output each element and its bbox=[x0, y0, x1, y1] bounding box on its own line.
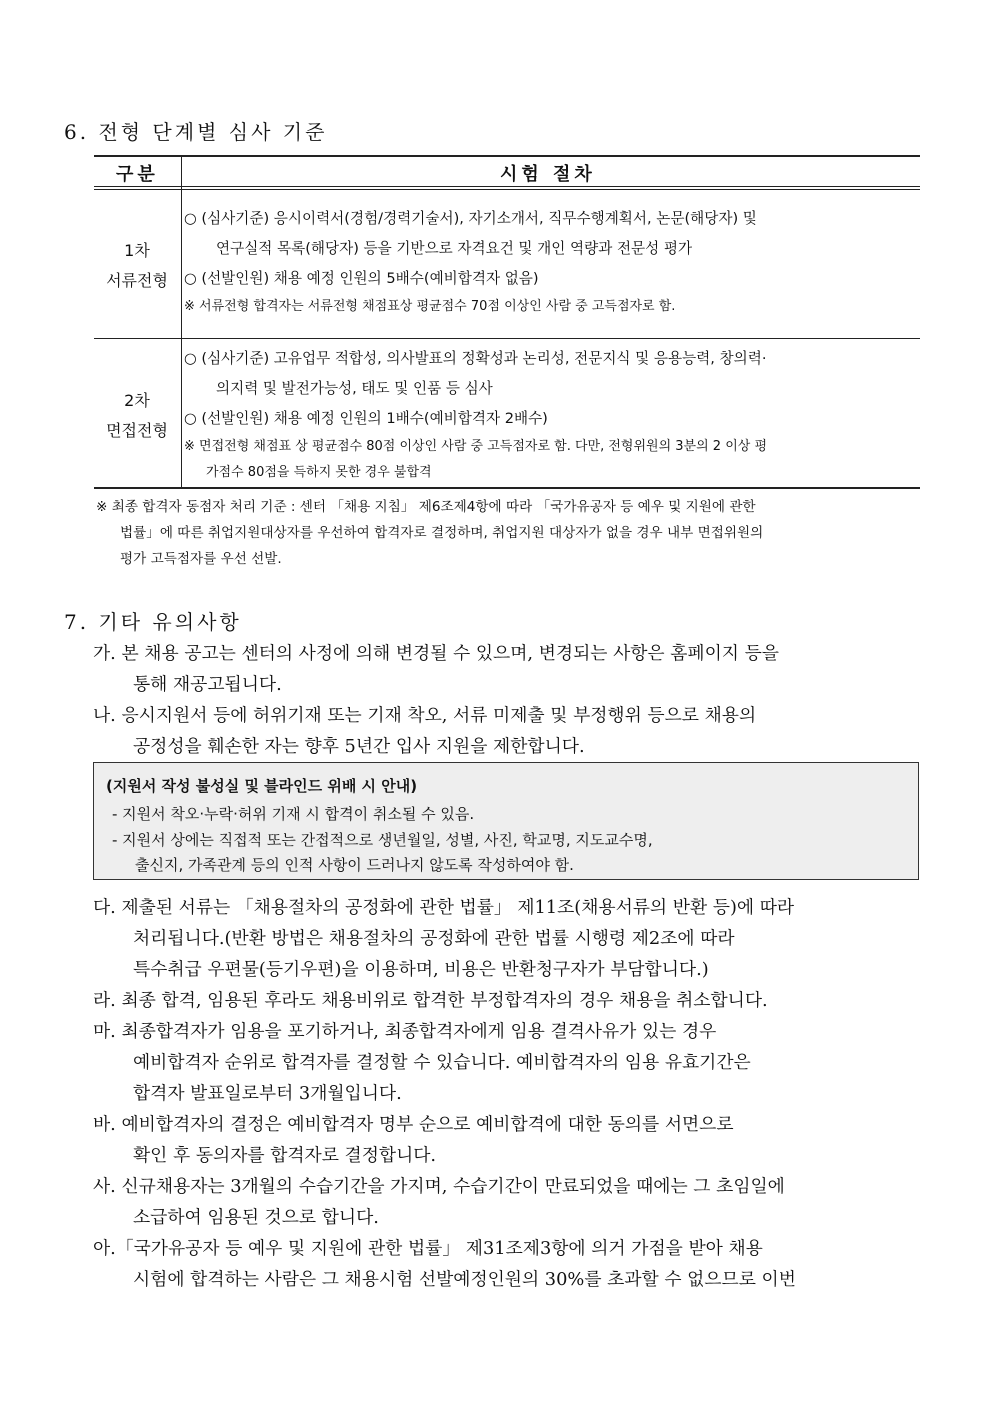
list-item: 나. 응시지원서 등에 허위기재 또는 기재 착오, 서류 미제출 및 부정행위 등으로 채용의 bbox=[93, 705, 757, 726]
table-header-procedure: 시험 절차 bbox=[500, 164, 596, 185]
notice-box-line: 출신지, 가족관계 등의 인적 사항이 드러나지 않도록 작성하여야 함. bbox=[135, 856, 574, 874]
table-line: ○ (심사기준) 고유업무 적합성, 의사발표의 정확성과 논리성, 전문지식 및 응용능력, 창의력· bbox=[184, 350, 767, 367]
table-note: 가점수 80점을 득하지 못한 경우 불합격 bbox=[206, 465, 432, 480]
list-item: 다. 제출된 서류는 「채용절차의 공정화에 관한 법률」 제11조(채용서류의 반환 등)에 따라 bbox=[93, 897, 795, 918]
notice-items-a: 가. 본 채용 공고는 센터의 사정에 의해 변경될 수 있으며, 변경되는 사항은 홈페이지 등을 통해 재공고됩니다. 나. 응시지원서 등에 허위기재 또는 기재 착오, 서류 미제출 및 부정행위 등으로 채용의 공정성을 훼손한 자는 향후 5년간 입사 지원을 제한합니다. bbox=[93, 638, 923, 762]
notice-box-line: - 지원서 착오·누락·허위 기재 시 합격이 취소될 수 있음. bbox=[112, 805, 475, 823]
list-item: 아.「국가유공자 등 예우 및 지원에 관한 법률」 제31조제3항에 의거 가점을 받아 채용 bbox=[93, 1238, 763, 1259]
list-item: 마. 최종합격자가 임용을 포기하거나, 최종합격자에게 임용 결격사유가 있는 경우 bbox=[93, 1021, 717, 1042]
table-line: ○ (선발인원) 채용 예정 인원의 1배수(예비합격자 2배수) bbox=[184, 410, 548, 427]
list-item: 가. 본 채용 공고는 센터의 사정에 의해 변경될 수 있으며, 변경되는 사항은 홈페이지 등을 bbox=[93, 643, 779, 664]
notice-items-b: 다. 제출된 서류는 「채용절차의 공정화에 관한 법률」 제11조(채용서류의 반환 등)에 따라 처리됩니다.(반환 방법은 채용절차의 공정화에 관한 법률 시행령 제2조에 따라 특수취급 우편물(등기우편)을 이용하며, 비용은 반환청구자가 부담합니다.) 라. 최종 합격, 임용된 후라도 채용비위로 합격한 부정합격자의 경우 채용을 취소합니다. 마. 최종합격자가 임용을 포기하거나, 최종합격자에게 임용 결격사유가 있는 경우 예비합격자 순위로 합격자를 결정할 수 있습니다. 예비합격자의 임용 유효기간은 합격자 발표일로부터 3개월입니다. 바. 예비합격자의 결정은 예비합격자 명부 순으로 예비합격에 대한 동의를 서면으로 확인 후 동의자를 합격자로 결정합니다. 사. 신규채용자는 3개월의 수습기간을 가지며, 수습기간이 만료되었을 때에는 그 초임일에 소급하여 임용된 것으로 합니다. 아.「국가유공자 등 예우 및 지원에 관한 법률」 제31조제3항에 의거 가점을 받아 채용 시험에 합격하는 사람은 그 채용시험 선발예정인원의 30%를 초과할 수 없으므로 이번 bbox=[93, 892, 923, 1295]
section-7-heading: 7. 기타 유의사항 bbox=[64, 610, 242, 634]
row-content-interview bbox=[184, 344, 920, 486]
table-header-category: 구분 bbox=[116, 164, 159, 185]
row-label-interview: 2차 면접전형 bbox=[106, 391, 168, 440]
list-item: 라. 최종 합격, 임용된 후라도 채용비위로 합격한 부정합격자의 경우 채용을 취소합니다. bbox=[93, 990, 768, 1011]
list-item: 사. 신규채용자는 3개월의 수습기간을 가지며, 수습기간이 만료되었을 때에는 그 초임일에 bbox=[93, 1176, 785, 1197]
notice-box-line: - 지원서 상에는 직접적 또는 간접적으로 생년월일, 성별, 사진, 학교명, 지도교수명, bbox=[112, 831, 653, 849]
row-content-document-screening bbox=[184, 204, 920, 320]
table-line: 의지력 및 발전가능성, 태도 및 인품 등 심사 bbox=[216, 380, 493, 397]
table-line: 연구실적 목록(해당자) 등을 기반으로 자격요건 및 개인 역량과 전문성 평가 bbox=[216, 240, 693, 257]
table-line: ○ (심사기준) 응시이력서(경험/경력기술서), 자기소개서, 직무수행계획서, 논문(해당자) 및 bbox=[184, 210, 757, 227]
section-6-heading: 6. 전형 단계별 심사 기준 bbox=[64, 120, 328, 144]
notice-box-title: (지원서 작성 불성실 및 블라인드 위배 시 안내) bbox=[106, 777, 418, 795]
table-line: ○ (선발인원) 채용 예정 인원의 5배수(예비합격자 없음) bbox=[184, 270, 539, 287]
list-item: 바. 예비합격자의 결정은 예비합격자 명부 순으로 예비합격에 대한 동의를 서면으로 bbox=[93, 1114, 734, 1135]
blind-recruitment-notice-box bbox=[93, 762, 919, 880]
row-label-document-screening: 1차 서류전형 bbox=[106, 241, 168, 290]
table-note: ※ 면접전형 채점표 상 평균점수 80점 이상인 사람 중 고득점자로 함. 다만, 전형위원의 3분의 2 이상 평 bbox=[184, 439, 768, 454]
table-note: ※ 서류전형 합격자는 서류전형 채점표상 평균점수 70점 이상인 사람 중 고득점자로 함. bbox=[184, 299, 676, 314]
tie-break-footnote: ※ 최종 합격자 동점자 처리 기준 : 센터 「채용 지침」 제6조제4항에 따라 「국가유공자 등 예우 및 지원에 관한 법률」에 따른 취업지원대상자를 우선하여 합격자로 결정하며, 취업지원 대상자가 없을 경우 내부 면접위원의 평가 고득점자를 우선 선발. bbox=[96, 499, 764, 567]
